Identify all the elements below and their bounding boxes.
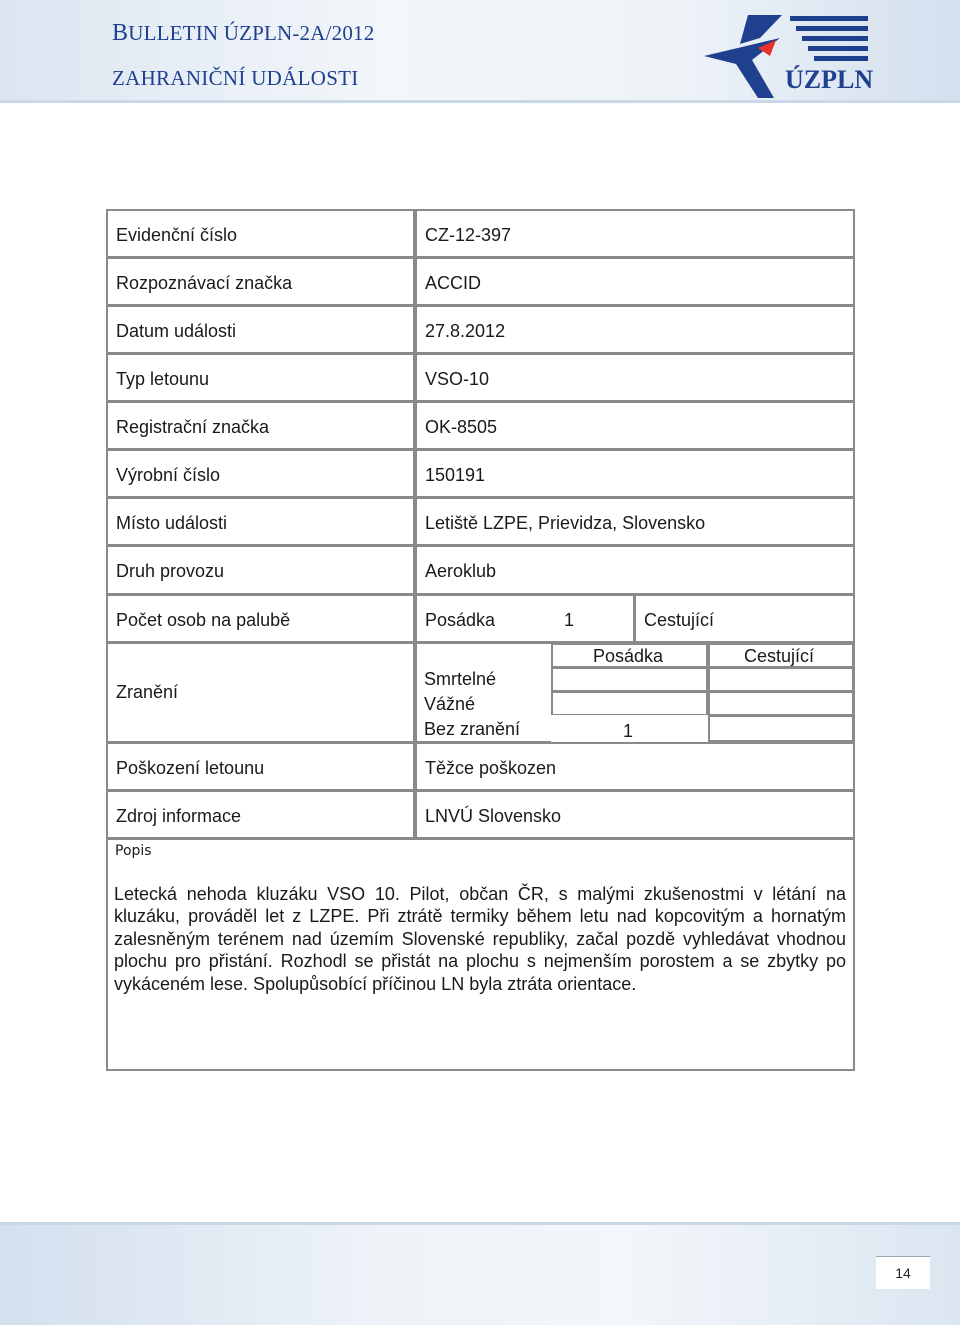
value-cell (415, 305, 855, 354)
injury-passengers-cell (708, 691, 854, 716)
value-cell (415, 401, 855, 450)
persons-label-cell (106, 594, 415, 643)
label-cell (106, 257, 415, 306)
injury-crew-cell (551, 667, 708, 692)
col-passengers-label: Cestující (744, 646, 815, 666)
row-value: 150191 (425, 465, 486, 485)
col-crew-label: Posádka (593, 646, 664, 666)
label-cell (106, 353, 415, 402)
injuries-label: Zranění (116, 682, 179, 702)
source-label-cell (106, 790, 415, 839)
damage-value-cell (415, 742, 855, 791)
row-label: Druh provozu (116, 561, 225, 581)
value-cell (415, 545, 855, 595)
label-cell (106, 209, 415, 258)
label-cell (106, 497, 415, 546)
injury-row-label: Smrtelné (424, 669, 497, 689)
label-cell (106, 401, 415, 450)
label-cell (106, 449, 415, 498)
injury-passengers-cell (708, 715, 854, 742)
value-cell (415, 353, 855, 402)
row-value: 27.8.2012 (425, 321, 506, 341)
crew-label: Posádka (425, 610, 496, 630)
label-cell (106, 545, 415, 595)
row-value: ACCID (425, 273, 482, 293)
row-label: Typ letounu (116, 369, 210, 389)
row-label: Rozpoznávací značka (116, 273, 293, 293)
injuries-col-passengers (708, 643, 854, 668)
description-text: Letecká nehoda kluzáku VSO 10. Pilot, občan ČR, s malými zkušenostmi v létání na kluzáku, prováděl let z LZPE. Při ztrátě termiky během letu nad kopcovitým a hornatým zalesněným terénem nad územím Slovenské republiky, začal pozdě vyhledávat vhodnou plochu pro přistání. Rozhodl se přistát na plochu s nejmenším porostem a se zbytky po vykáceném lese. Spolupůsobící příčinou LN byla ztráta orientace. (114, 884, 846, 994)
row-value: CZ-12-397 (425, 225, 512, 245)
damage-label: Poškození letounu (116, 758, 265, 778)
value-cell (415, 209, 855, 258)
source-value-cell (415, 790, 855, 839)
row-label: Datum události (116, 321, 237, 341)
injury-crew-cell: 1 (551, 715, 708, 742)
section-title: ZAHRANIČNÍ UDÁLOSTI (112, 66, 359, 90)
header-rule (0, 100, 960, 103)
bulletin-title: BULLETIN ÚZPLN-2A/2012 (112, 20, 375, 46)
row-label: Evidenční číslo (116, 225, 238, 245)
row-label: Místo události (116, 513, 228, 533)
row-value: Letiště LZPE, Prievidza, Slovensko (425, 513, 706, 533)
value-cell (415, 257, 855, 306)
logo-text: ÚZPLN (785, 65, 874, 94)
page-number-box (876, 1256, 930, 1289)
injury-row-label: Bez zranění (424, 719, 521, 739)
crew-count-cell (415, 594, 635, 643)
row-label: Registrační značka (116, 417, 270, 437)
source-value: LNVÚ Slovensko (425, 806, 562, 826)
source-label: Zdroj informace (116, 806, 242, 826)
row-value: Aeroklub (425, 561, 497, 581)
description-label: Popis (115, 843, 152, 859)
label-cell (106, 305, 415, 354)
passengers-label: Cestující (644, 610, 715, 630)
row-label: Výrobní číslo (116, 465, 221, 485)
crew-count: 1 (564, 610, 575, 630)
page-number: 14 (895, 1265, 911, 1281)
injuries-col-crew (551, 643, 708, 668)
footer-band (0, 1222, 960, 1325)
value-cell (415, 449, 855, 498)
persons-label: Počet osob na palubě (116, 610, 291, 630)
injuries-label-cell (106, 642, 415, 743)
injury-passengers-cell (708, 667, 854, 692)
footer-rule (0, 1222, 960, 1225)
passengers-count-cell (634, 594, 855, 643)
row-value: VSO-10 (425, 369, 490, 389)
damage-label-cell (106, 742, 415, 791)
damage-value: Těžce poškozen (425, 758, 557, 778)
value-cell (415, 497, 855, 546)
injury-row-label: Vážné (424, 694, 476, 714)
injury-crew-cell (551, 691, 708, 716)
row-value: OK-8505 (425, 417, 498, 437)
